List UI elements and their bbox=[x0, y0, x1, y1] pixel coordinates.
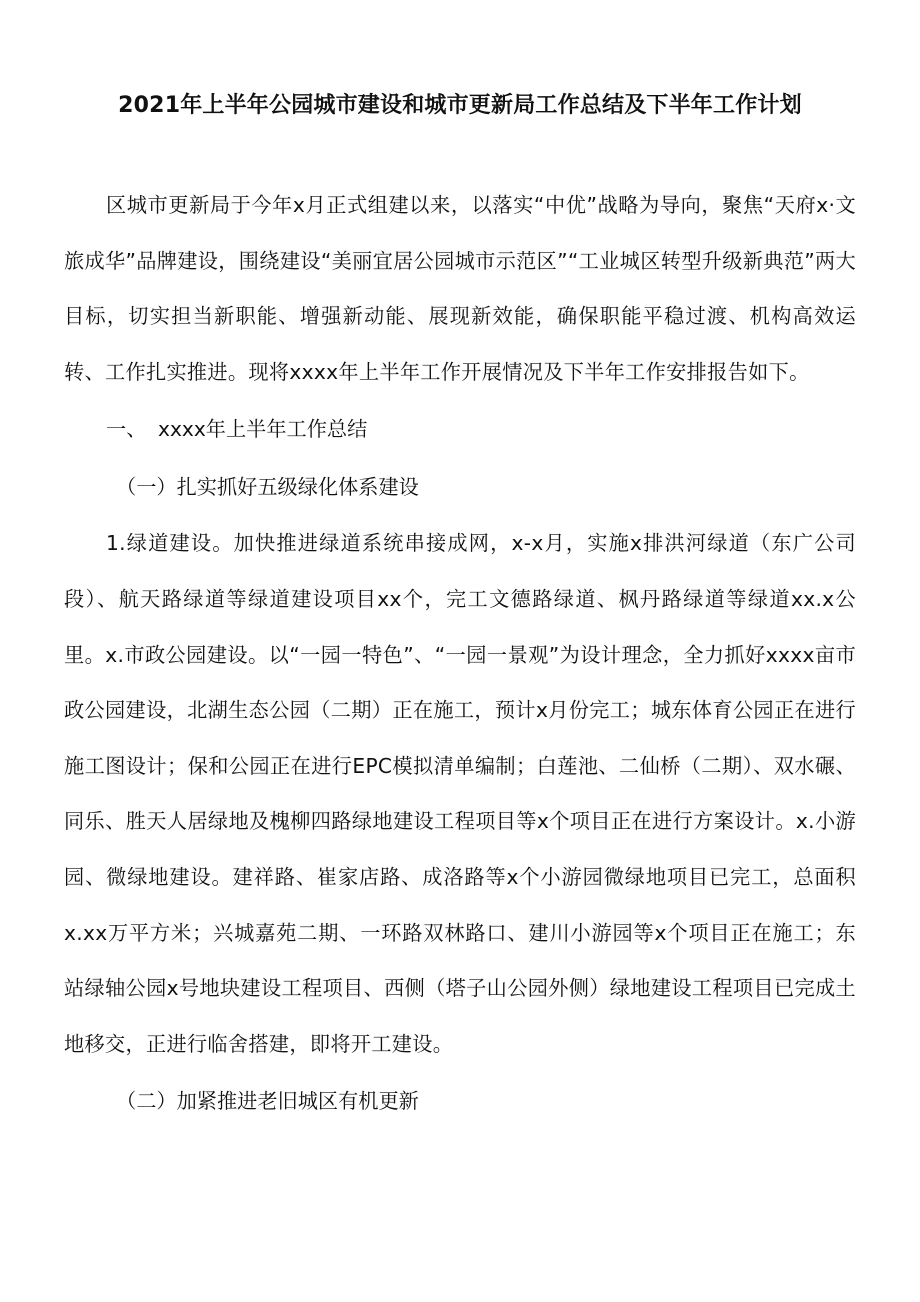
document-body bbox=[64, 178, 856, 1130]
subsection-heading-1: （一）扎实抓好五级绿化体系建设 bbox=[116, 475, 419, 500]
document-title: 2021年上半年公园城市建设和城市更新局工作总结及下半年工作计划 bbox=[118, 93, 802, 118]
section-heading-1 bbox=[64, 400, 856, 458]
section-number: 一、 bbox=[106, 417, 147, 442]
greening-paragraph: 1.绿道建设。加快推进绿道系统串接成网，x-x月，实施x排洪河绿道（东广公司段）、航天路绿道等绿道建设项目xx个，完工文德路绿道、枫丹路绿道等绿道xx.x公里。x.市政公园建设。以“一园一特色”、“一园一景观”为设计理念，全力抓好xxxx亩市政公园建设，北湖生态公园（二期）正在施工，预计x月份完工；城东体育公园正在进行施工图设计；保和公园正在进行EPC模拟清单编制；白莲池、二仙桥（二期）、双水碾、同乐、胜天人居绿地及槐柳四路绿地建设工程项目等x个项目正在进行方案设计。x.小游园、微绿地建设。建祥路、崔家店路、成洛路等x个小游园微绿地项目已完工，总面积x.xx万平方米；兴城嘉苑二期、一环路双林路口、建川小游园等x个项目正在施工；东站绿轴公园x号地块建设工程项目、西侧（塔子山公园外侧）绿地建设工程项目已完成土地移交，正进行临舍搭建，即将开工建设。 bbox=[64, 531, 856, 1056]
subsection-heading-2: （二）加紧推进老旧城区有机更新 bbox=[116, 1089, 419, 1114]
section-title: xxxx年上半年工作总结 bbox=[158, 417, 368, 442]
intro-paragraph: 区城市更新局于今年x月正式组建以来，以落实“中优”战略为导向，聚焦“天府x·文旅成华”品牌建设，围绕建设“美丽宜居公园城市示范区”“工业城区转型升级新典范”两大目标，切实担当新职能、增强新动能、展现新效能，确保职能平稳过渡、机构高效运转、工作扎实推进。现将xxxx年上半年工作开展情况及下半年工作安排报告如下。 bbox=[64, 193, 856, 384]
